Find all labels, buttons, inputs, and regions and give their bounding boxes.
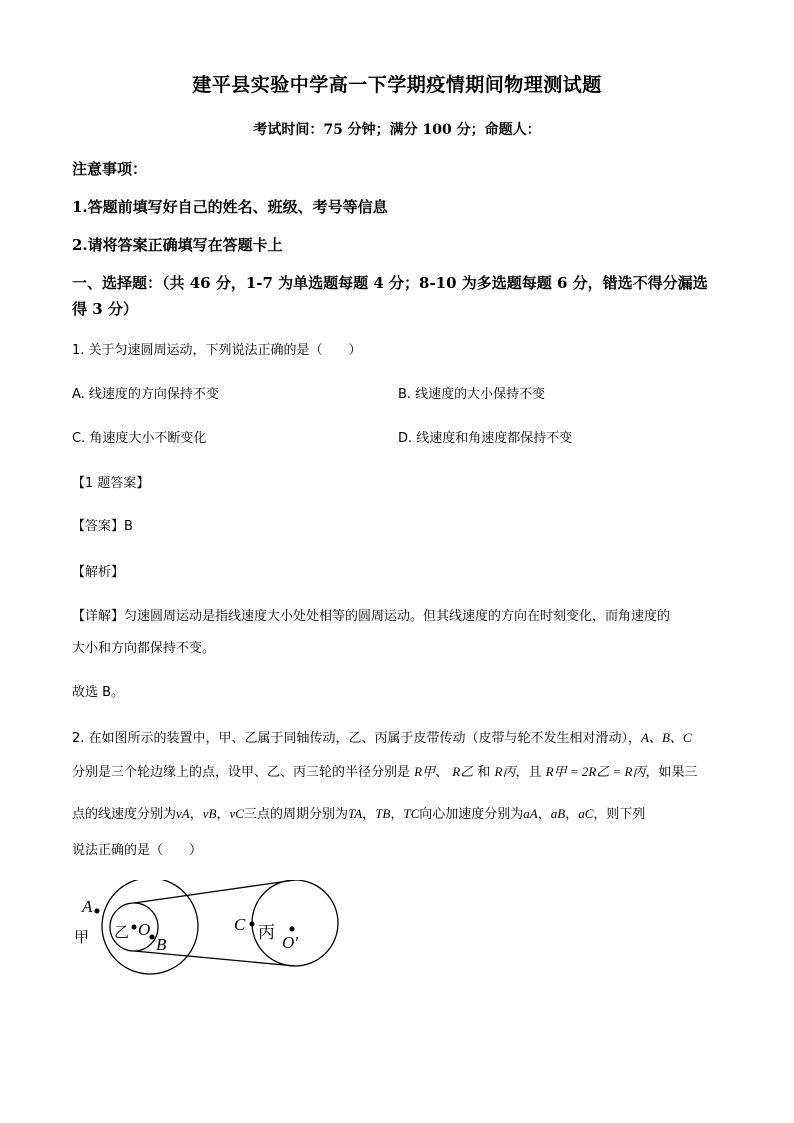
axis-o2-dot (290, 927, 295, 932)
accel-c: aC (578, 806, 594, 821)
q1-option-d: D. 线速度和角速度都保持不变 (398, 431, 573, 446)
page-title: 建平县实验中学高一下学期疫情期间物理测试题 (192, 74, 602, 96)
q1-option-a: A. 线速度的方向保持不变 (72, 387, 219, 402)
belt-top (134, 880, 295, 903)
label-yi: 乙 (114, 925, 130, 941)
q2-line4: 说法正确的是（ ） (72, 843, 203, 858)
label-bing: 丙 (258, 923, 275, 942)
q1-detail-line2: 大小和方向都保持不变。 (72, 641, 216, 656)
q1-detail-line1: 【详解】匀速圆周运动是指线速度大小处处相等的圆周运动。但其线速度的方向在时刻变化，而角速度的 (72, 609, 671, 624)
radius-bing: R丙 (494, 764, 516, 779)
q1-answer-tag: 【1 题答案】 (72, 476, 150, 491)
label-o-prime: O′ (282, 933, 298, 952)
exam-info: 考试时间：75 分钟；满分 100 分；命题人： (253, 122, 541, 138)
accel-a: aA (523, 806, 538, 821)
period-a: TA (347, 806, 363, 821)
label-c: C (234, 915, 246, 934)
section-heading-line1: 一、选择题：（共 46 分，1-7 为单选题每题 4 分；8-10 为多选题每题 6 分，错选不得分漏选 (72, 274, 708, 292)
q2-points-abc: A、B、C (641, 730, 692, 745)
q1-stem: 1. 关于匀速圆周运动，下列说法正确的是（ ） (72, 343, 362, 358)
velocity-c: vC (229, 806, 244, 821)
q1-analysis-tag: 【解析】 (72, 565, 125, 580)
notice-item-1: 1.答题前填写好自己的姓名、班级、考号等信息 (72, 198, 388, 216)
radius-jia: R甲 (414, 764, 436, 779)
notice-item-2: 2.请将答案正确填写在答题卡上 (72, 236, 283, 254)
q1-conclusion: 故选 B。 (72, 685, 125, 700)
section-heading-line2: 得 3 分） (72, 300, 138, 318)
label-jia: 甲 (74, 930, 90, 946)
velocity-b: vB (202, 806, 217, 821)
label-o: O (138, 920, 151, 939)
label-b: B (156, 935, 167, 954)
accel-b: aB (550, 806, 566, 821)
q1-answer: 【答案】B (72, 519, 133, 534)
q1-option-c: C. 角速度大小不断变化 (72, 431, 207, 446)
radius-yi: R乙 (452, 764, 474, 779)
point-c-dot (250, 922, 255, 927)
q1-option-b: B. 线速度的大小保持不变 (398, 387, 546, 402)
axis-o-dot (132, 925, 137, 930)
period-b: TB (375, 806, 391, 821)
q2-line3: 点的线速度分别为vA，vB，vC三点的周期分别为TA，TB，TC向心加速度分别为aA，aB，aC，则下列 (72, 806, 646, 822)
point-a-dot (95, 909, 100, 914)
pulley-figure (70, 880, 360, 980)
q2-line1: 2. 在如图所示的装置中，甲、乙属于同轴传动，乙、丙属于皮带传动（皮带与轮不发生相对滑动），A、B、C (72, 730, 692, 746)
radius-relation: R甲 = 2R乙 = R丙 (545, 764, 646, 779)
label-a: A (82, 897, 93, 916)
notice-heading: 注意事项： (72, 160, 148, 178)
velocity-a: vA (176, 806, 190, 821)
period-c: TC (403, 806, 420, 821)
q2-line2: 分别是三个轮边缘上的点，设甲、乙、丙三轮的半径分别是 R甲、 R乙 和 R丙，且 R甲 = 2R乙 = R丙，如果三 (72, 764, 698, 780)
